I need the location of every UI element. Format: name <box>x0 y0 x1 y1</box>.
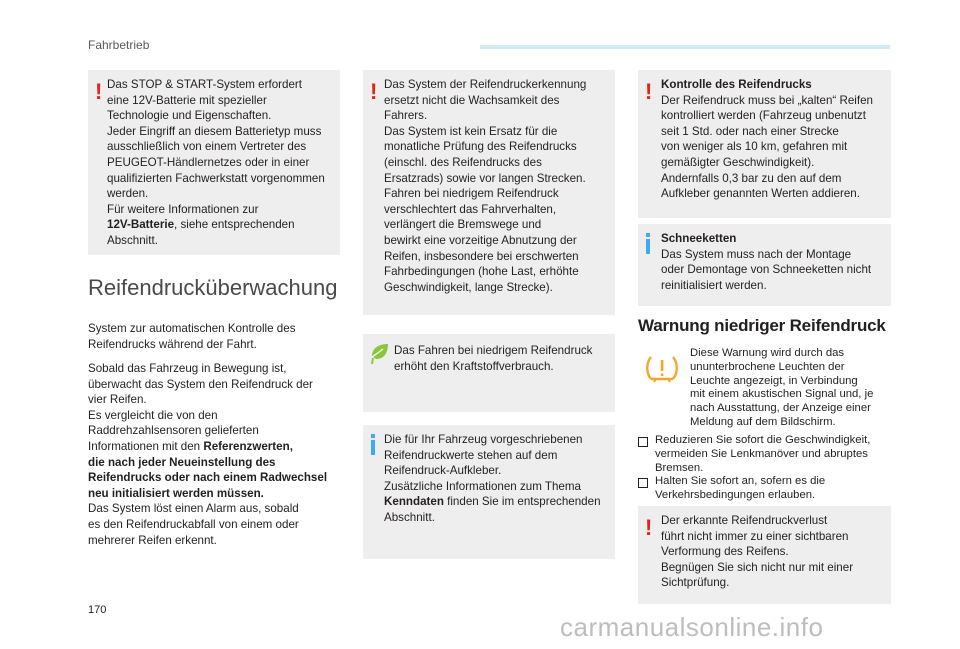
checkbox-square-icon <box>638 478 648 488</box>
visual-check-text <box>661 513 891 591</box>
bold-fragment: Referenzwerten, <box>203 439 293 453</box>
bold-fragment: Reifendrucks oder nach einem Radwechsel <box>88 471 328 485</box>
box-title-text: Kontrolle des Reifendrucks <box>661 78 812 91</box>
text-line: Bremsen. <box>655 461 704 474</box>
tyre-pressure-info-text <box>384 432 614 526</box>
text-line: Andernfalls 0,3 bar zu den auf dem <box>661 171 842 185</box>
text-line: werden. <box>107 187 149 201</box>
info-icon <box>646 239 650 254</box>
text-line: Reifen, insbesondere bei erschwerten <box>384 249 579 263</box>
text-line: reinitialisiert werden. <box>661 278 767 292</box>
text-line: erhöht den Kraftstoffverbrauch. <box>394 359 554 373</box>
text-fragment: finden Sie im entsprechenden <box>443 495 601 509</box>
system-warning-box <box>363 70 615 315</box>
text-line: Reifendrucks während der Fahrt. <box>88 337 257 351</box>
snow-chains-text <box>661 231 891 293</box>
text-line <box>88 455 344 471</box>
text-line: Sichtprüfung. <box>661 576 730 590</box>
text-line: oder Demontage von Schneeketten nicht <box>661 263 872 277</box>
text-line <box>88 486 344 502</box>
text-line: von weniger als 10 km, gefahren mit <box>661 140 848 154</box>
text-line: qualifizierten Fachwerkstatt vorgenommen <box>107 171 325 185</box>
visual-check-warning-box <box>638 506 891 604</box>
text-line: Abschnitt. <box>107 233 158 247</box>
text-line <box>384 494 614 510</box>
info-icon <box>371 440 375 455</box>
text-line: Die für Ihr Fahrzeug vorgeschriebenen <box>384 433 583 446</box>
text-line: ersetzt nicht die Wachsamkeit des <box>384 93 560 107</box>
eco-text <box>394 343 614 374</box>
checkbox-square-icon <box>638 437 648 447</box>
text-line: mit einem akustischen Signal und, je <box>690 388 874 401</box>
text-line: Fahrbedingungen (hohe Last, erhöhte <box>384 265 579 279</box>
text-line <box>88 439 344 455</box>
text-line: verschlechtert das Fahrverhalten, <box>384 202 557 216</box>
text-line: (einschl. des Reifendrucks des <box>384 155 542 169</box>
pressure-check-text <box>661 77 891 202</box>
text-line: Raddrehzahlsensoren gelieferten <box>88 424 259 438</box>
text-line: ununterbrochene Leuchten der <box>690 360 845 373</box>
text-line: Aufkleber genannten Werten addieren. <box>661 187 860 201</box>
section-label: Fahrbetrieb <box>88 38 150 52</box>
tyre-pressure-info-box <box>363 425 615 559</box>
text-line: vier Reifen. <box>88 393 147 407</box>
text-line: Das System löst einen Alarm aus, sobald <box>88 502 299 516</box>
battery-warning-box <box>88 70 340 255</box>
text-line: nach Ausstattung, der Anzeige einer <box>690 402 871 415</box>
watermark: carmanualsonline.info <box>560 612 824 642</box>
warning-icon: ! <box>370 79 378 104</box>
text-line: Abschnitt. <box>384 510 435 524</box>
text-line: seit 1 Std. oder nach einer Strecke <box>661 124 839 138</box>
text-line <box>107 217 339 233</box>
text-line: Halten Sie sofort an, sofern es die <box>655 475 826 488</box>
text-line: verlängert die Bremswege und <box>384 218 542 232</box>
section-heading: Reifendrucküberwachung <box>88 275 338 300</box>
text-line: ausschließlich von einem Vertreter des <box>107 140 307 154</box>
text-line: kontrolliert werden (Fahrzeug unbenutzt <box>661 109 866 123</box>
pressure-check-warning-box <box>638 70 891 218</box>
text-line: Es vergleicht die von den <box>88 408 218 422</box>
text-line: monatliche Prüfung des Reifendrucks <box>384 140 577 154</box>
text-line: Verkehrsbedingungen erlauben. <box>655 489 816 502</box>
system-paragraph <box>88 361 344 548</box>
tyre-pressure-warning-icon <box>645 354 679 386</box>
bold-fragment: die nach jeder Neueinstellung des <box>88 455 276 469</box>
text-fragment: Informationen mit den <box>88 439 204 453</box>
text-line: bewirkt eine vorzeitige Abnutzung der <box>384 233 577 247</box>
text-line: Der erkannte Reifendruckverlust <box>661 514 828 527</box>
bold-fragment: neu initialisiert werden müssen. <box>88 486 264 500</box>
text-line: Das STOP & START-System erfordert <box>107 78 303 91</box>
text-line: Das System der Reifendruckerkennung <box>384 78 587 91</box>
text-line: es den Reifendruckabfall von einem oder <box>88 517 299 531</box>
text-line: Das Fahren bei niedrigem Reifendruck <box>394 344 593 357</box>
text-line: gemäßigter Geschwindigkeit). <box>661 155 815 169</box>
low-pressure-heading: Warnung niedriger Reifendruck <box>638 316 886 335</box>
text-line: Jeder Eingriff an diesem Batterietyp muss <box>107 124 322 138</box>
text-line: Zusätzliche Informationen zum Thema <box>384 479 581 493</box>
text-line: überwacht das System den Reifendruck der <box>88 377 313 391</box>
snow-chains-info-box <box>638 224 891 306</box>
kenndaten-reference: Kenndaten <box>384 495 444 509</box>
text-line: Begnügen Sie sich nicht nur mit einer <box>661 560 854 574</box>
text-line: führt nicht immer zu einer sichtbaren <box>661 529 849 543</box>
battery-reference: 12V-Batterie <box>107 218 175 232</box>
text-line: Diese Warnung wird durch das <box>690 347 845 359</box>
text-line: Technologie und Eigenschaften. <box>107 109 272 123</box>
text-line: Fahrers. <box>384 109 428 123</box>
text-line: Fahren bei niedrigem Reifendruck <box>384 187 559 201</box>
box-title <box>661 77 891 93</box>
eco-leaf-icon <box>369 342 391 366</box>
text-line: Reduzieren Sie sofort die Geschwindigkeit, <box>655 434 871 446</box>
page-number: 170 <box>88 604 107 616</box>
text-line: eine 12V-Batterie mit spezieller <box>107 93 267 107</box>
text-line: Geschwindigkeit, lange Strecke). <box>384 280 553 294</box>
battery-warning-text <box>107 77 339 249</box>
text-line: vermeiden Sie Lenkmanöver und abruptes <box>655 447 868 460</box>
text-line: Das System muss nach der Montage <box>661 247 852 261</box>
text-line: Sobald das Fahrzeug in Bewegung ist, <box>88 362 287 375</box>
list-item <box>638 434 893 475</box>
box-title <box>661 231 891 247</box>
text-line: Das System ist kein Ersatz für die <box>384 124 558 138</box>
text-line: Ersatzrads) sowie vor langen Strecken. <box>384 171 586 185</box>
header-bar <box>480 45 890 49</box>
text-line: System zur automatischen Kontrolle des <box>88 322 296 335</box>
warning-icon: ! <box>645 515 653 540</box>
text-line: Verformung des Reifens. <box>661 545 789 559</box>
text-line: mehrerer Reifen erkennt. <box>88 533 217 547</box>
text-line: Reifendruckwerte stehen auf dem <box>384 448 558 462</box>
system-warning-text <box>384 77 614 295</box>
text-line: Meldung auf dem Bildschirm. <box>690 415 836 428</box>
text-line: PEUGEOT-Händlernetzes oder in einer <box>107 155 310 169</box>
warning-lamp-description <box>690 347 890 430</box>
text-line: Für weitere Informationen zur <box>107 202 259 216</box>
warning-icon: ! <box>645 79 653 104</box>
text-fragment: , siehe entsprechenden <box>174 218 295 232</box>
warning-icon: ! <box>95 79 103 104</box>
text-line <box>88 470 344 486</box>
action-list <box>638 434 893 503</box>
box-title-text: Schneeketten <box>661 232 737 245</box>
eco-box <box>363 334 615 412</box>
text-line: Der Reifendruck muss bei „kalten“ Reifen <box>661 93 873 107</box>
list-item <box>638 475 893 503</box>
text-line: Reifendruck-Aufkleber. <box>384 464 502 478</box>
intro-paragraph <box>88 321 344 352</box>
text-line: Leuchte angezeigt, in Verbindung <box>690 374 858 387</box>
